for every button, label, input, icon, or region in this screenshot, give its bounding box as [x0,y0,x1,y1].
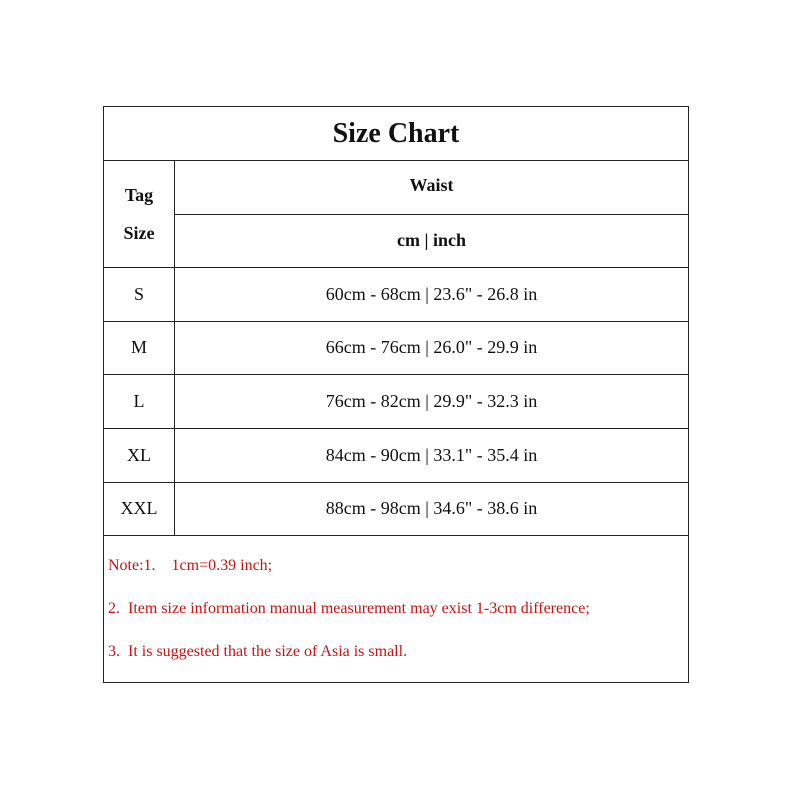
waist-cell: 88cm - 98cm | 34.6" - 38.6 in [325,498,538,518]
waist-cell: 66cm - 76cm | 26.0" - 29.9 in [325,337,538,357]
tag-size-header-line2: Size [123,222,155,243]
tag-size-header-line1: Tag [124,184,154,205]
page-title: Size Chart [332,117,460,149]
note-item: Note:1. 1cm=0.39 inch; [108,557,273,574]
waist-cell: 60cm - 68cm | 23.6" - 26.8 in [325,283,538,304]
size-cell: XL [127,444,151,465]
size-cell: XXL [120,498,158,518]
tag-size-header [104,160,174,267]
note-item: 2. Item size information manual measurement may exist 1-3cm difference; [108,600,590,617]
size-cell: L [133,390,145,411]
size-cell: S [133,283,144,304]
waist-cell: 84cm - 90cm | 33.1" - 35.4 in [325,444,538,465]
units-header: cm | inch [397,230,466,250]
waist-cell: 76cm - 82cm | 29.9" - 32.3 in [325,390,538,411]
size-chart-table [103,106,689,683]
size-cell: M [130,337,147,357]
waist-header: Waist [409,174,454,195]
note-item: 3. It is suggested that the size of Asia is small. [108,643,408,660]
divider [104,535,688,536]
